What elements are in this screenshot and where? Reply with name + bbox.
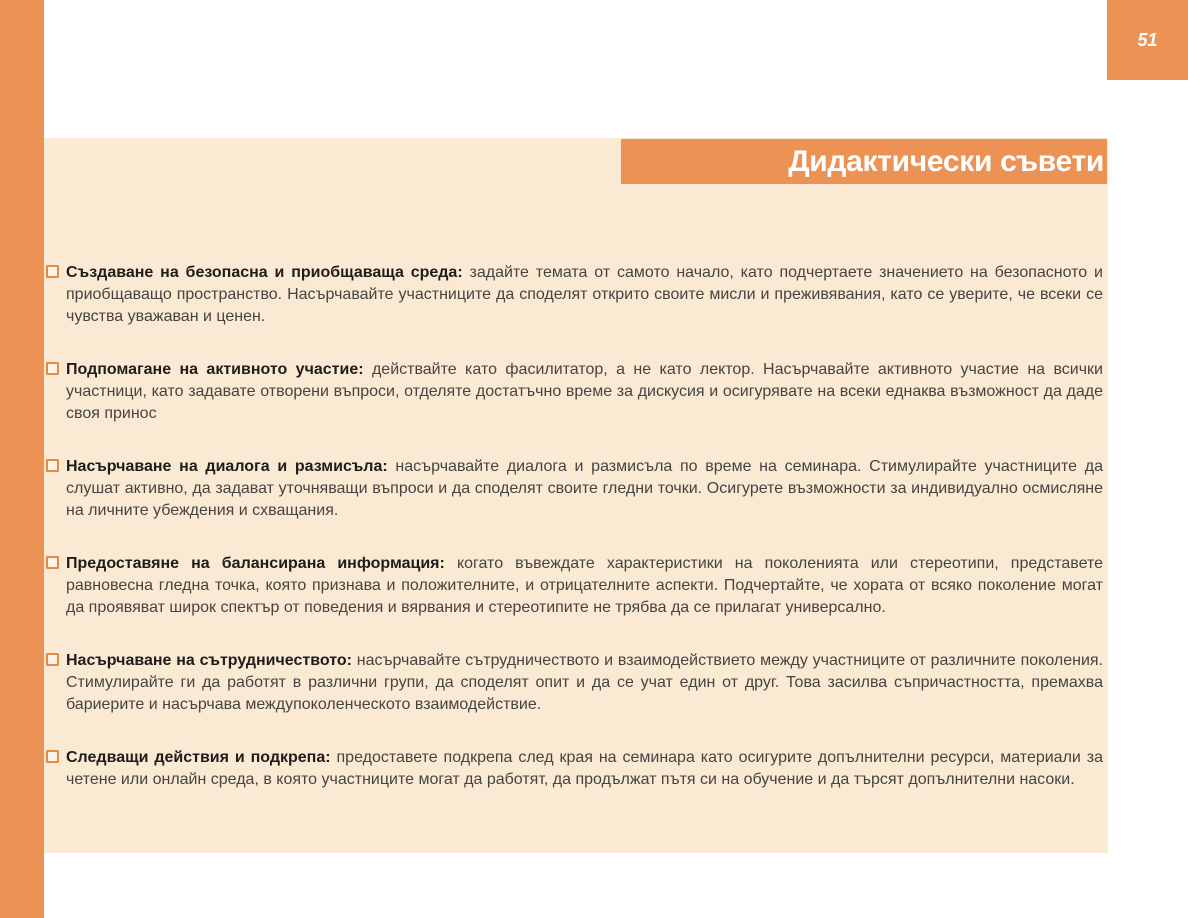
checkbox-bullet-icon bbox=[46, 265, 59, 278]
checkbox-bullet-icon bbox=[46, 459, 59, 472]
bullet-item bbox=[66, 359, 1103, 425]
bullet-heading: Следващи действия и подкрепа: bbox=[66, 749, 331, 766]
bullet-heading: Подпомагане на активното участие: bbox=[66, 361, 364, 378]
bullet-item bbox=[66, 262, 1103, 328]
bullet-item bbox=[66, 456, 1103, 522]
bullet-heading: Насърчаване на сътрудничеството: bbox=[66, 652, 352, 669]
bullet-body: задайте темата от самото начало, като подчертаете значението на безопасното и приобщаващо пространство. Насърчавайте участниците да споделят открито своите мисли и преживявания, като се уверите, че всеки се чувства уважаван и ценен. bbox=[66, 264, 1103, 325]
bullet-item bbox=[66, 553, 1103, 619]
checkbox-bullet-icon bbox=[46, 750, 59, 763]
page-title: Дидактически съвети bbox=[788, 145, 1104, 178]
content-panel bbox=[44, 138, 1108, 853]
bullet-body: насърчавайте диалога и размисъла по време на семинара. Стимулирайте участниците да слушат активно, да задават уточняващи въпроси и да споделят своите гледни точки. Осигурете възможности за индивидуално осмисляне на личните убеждения и схващания. bbox=[66, 458, 1103, 519]
bullet-body: когато въвеждате характеристики на поколенията или стереотипи, представете равновесна гледна точка, която признава и положителните, и отрицателните аспекти. Подчертайте, че хората от всяко поколение могат да проявяват широк спектър от поведения и вярвания и стереотипите не трябва да се прилагат универсално. bbox=[66, 555, 1104, 616]
title-banner bbox=[621, 139, 1107, 184]
bullet-heading: Създаване на безопасна и приобщаваща среда: bbox=[66, 264, 463, 281]
bullet-heading: Насърчаване на диалога и размисъла: bbox=[66, 458, 388, 475]
bullet-body: действайте като фасилитатор, а не като лектор. Насърчавайте активното участие на всички участници, като задавате отворени въпроси, отделяте достатъчно време за дискусия и осигурявате на всеки еднаква възможност да даде своя принос bbox=[66, 361, 1103, 422]
checkbox-bullet-icon bbox=[46, 653, 59, 666]
checkbox-bullet-icon bbox=[46, 362, 59, 375]
page-number-badge bbox=[1107, 0, 1188, 80]
bullet-body: предоставете подкрепа след края на семинара като осигурите допълнителни ресурси, материали за четене или онлайн среда, в която участниците могат да работят, да продължат пътя си на обучение и да търсят допълнителни насоки. bbox=[66, 749, 1103, 788]
bullet-heading: Предоставяне на балансирана информация: bbox=[66, 555, 445, 572]
page-number: 51 bbox=[1137, 29, 1158, 50]
checkbox-bullet-icon bbox=[46, 556, 59, 569]
bullet-item bbox=[66, 650, 1103, 716]
bullet-body: насърчавайте сътрудничеството и взаимодействието между участниците от различните поколения. Стимулирайте ги да работят в различни групи, да споделят опит и да се учат един от друг. Това засилва съпричастността, премахва бариерите и насърчава междупоколенческото взаимодействие. bbox=[66, 652, 1103, 713]
bullet-item bbox=[66, 747, 1103, 791]
left-accent-bar bbox=[0, 0, 44, 918]
